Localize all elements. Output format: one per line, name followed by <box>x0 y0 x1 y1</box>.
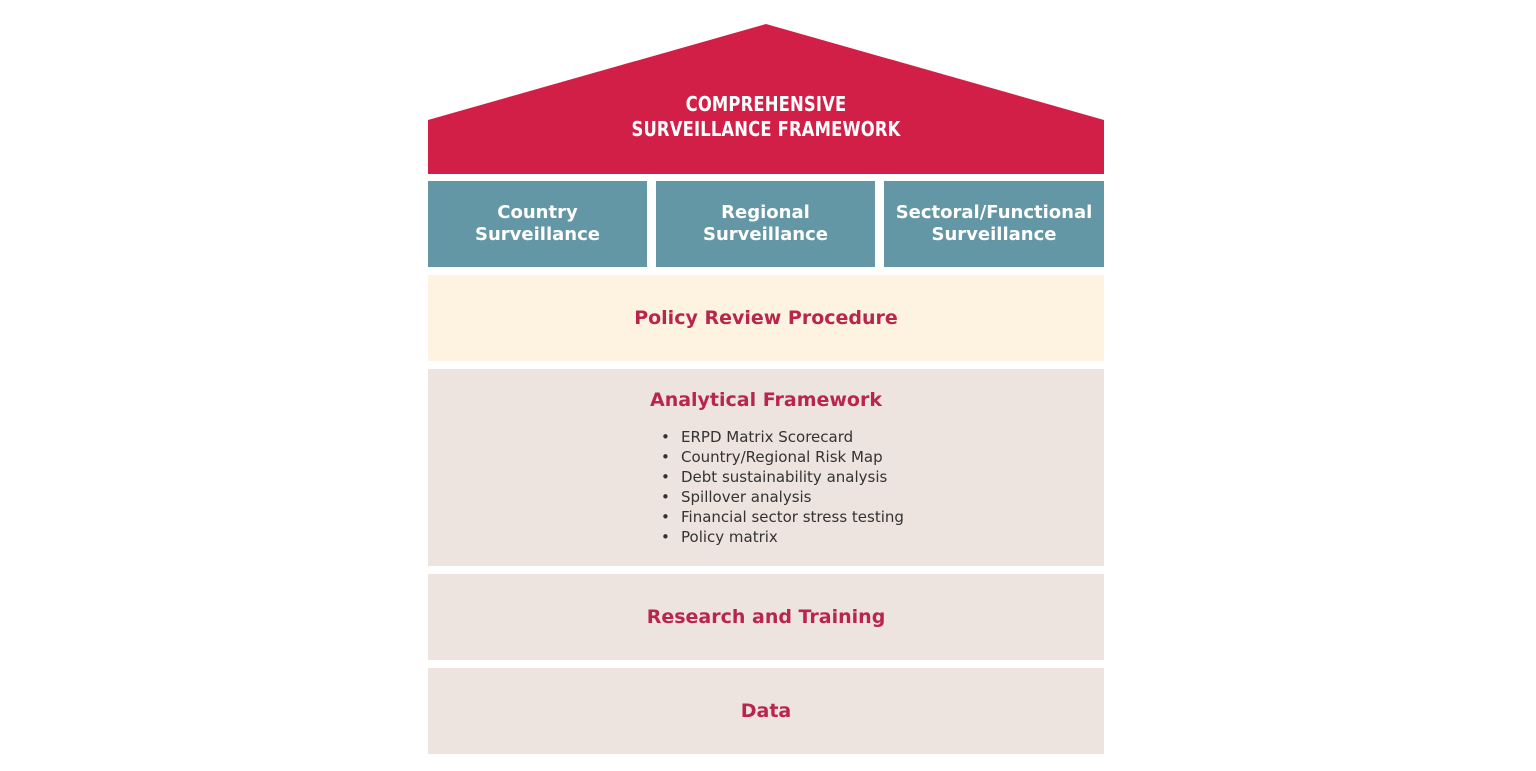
data-band <box>428 668 1104 754</box>
roof-title-line-2: SURVEILLANCE FRAMEWORK <box>631 117 901 141</box>
research-training-band <box>428 574 1104 660</box>
list-item-text: Financial sector stress testing <box>681 508 904 526</box>
bullet-icon: • <box>661 448 670 466</box>
bullet-icon: • <box>661 488 670 506</box>
list-item <box>661 447 904 467</box>
list-item-text: Policy matrix <box>681 528 778 546</box>
list-item-text: ERPD Matrix Scorecard <box>681 428 854 446</box>
list-item <box>661 487 904 507</box>
analytical-framework-heading <box>428 389 1104 411</box>
pillar-label: Sectoral/Functional Surveillance <box>895 202 1093 245</box>
pillar-country-surveillance <box>428 181 647 267</box>
surveillance-framework-diagram <box>428 0 1104 771</box>
policy-review-band <box>428 275 1104 361</box>
analytical-framework-title: Analytical Framework <box>649 389 882 411</box>
list-item-text: Spillover analysis <box>681 488 812 506</box>
analytical-framework-list <box>661 427 904 547</box>
list-item <box>661 427 904 447</box>
list-item <box>661 467 904 487</box>
bullet-icon: • <box>661 528 670 546</box>
list-item-text: Country/Regional Risk Map <box>681 448 883 466</box>
policy-review-title: Policy Review Procedure <box>634 307 898 329</box>
list-item-text: Debt sustainability analysis <box>681 468 888 486</box>
pillar-label: Regional Surveillance <box>703 202 828 245</box>
pillar-label: Country Surveillance <box>475 202 600 245</box>
pillar-sectoral-functional-surveillance <box>884 181 1104 267</box>
roof <box>428 24 1104 174</box>
bullet-icon: • <box>661 508 670 526</box>
data-title: Data <box>740 700 792 722</box>
list-item <box>661 507 904 527</box>
list-item <box>661 527 904 547</box>
bullet-icon: • <box>661 468 670 486</box>
research-training-title: Research and Training <box>646 606 886 628</box>
pillar-regional-surveillance <box>656 181 875 267</box>
roof-title-line-1: COMPREHENSIVE <box>685 92 847 116</box>
pillars <box>428 181 1104 267</box>
roof-title <box>489 92 1043 142</box>
bullet-icon: • <box>661 428 670 446</box>
analytical-framework-band <box>428 369 1104 566</box>
